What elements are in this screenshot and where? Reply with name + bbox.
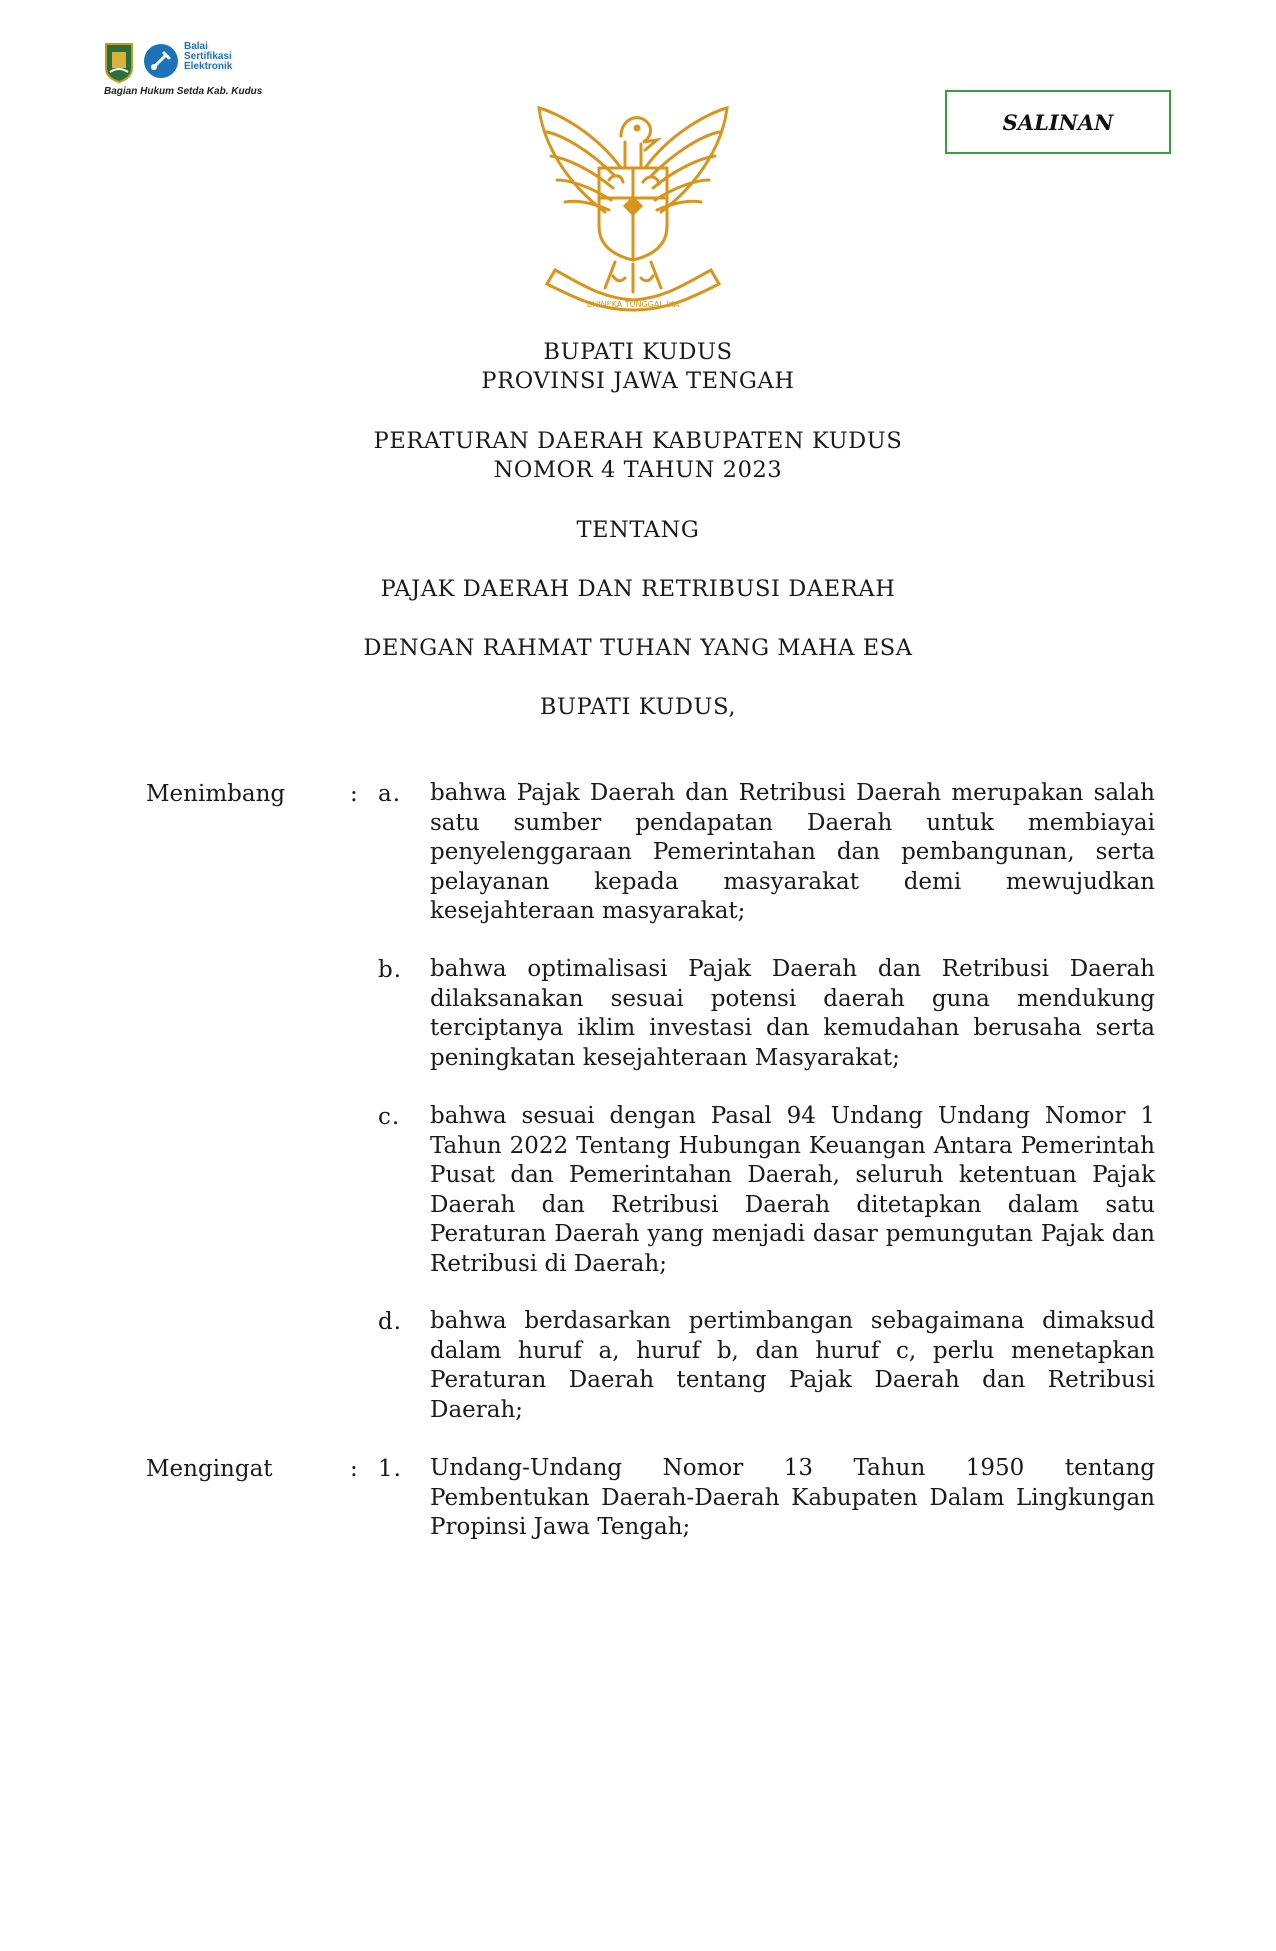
mengingat-marker-1: 1. bbox=[378, 1456, 402, 1482]
menimbang-item-d: bahwa berdasarkan pertimbangan sebagaimana dimaksud dalam huruf a, huruf b, dan huruf c, perlu menetapkan Peraturan Daerah tentang Pajak Daerah dan Retribusi Daerah; bbox=[430, 1308, 1155, 1423]
menimbang-item-b: bahwa optimalisasi Pajak Daerah dan Retribusi Daerah dilaksanakan sesuai potensi daerah guna mendukung terciptanya iklim investasi dan kemudahan berusaha serta peningkatan kesejahteraan Masyarakat; bbox=[430, 956, 1155, 1071]
bse-logo-text: Balai Sertifikasi Elektronik bbox=[184, 41, 233, 72]
emblem-motto: BHINEKA TUNGGAL IKA bbox=[586, 300, 680, 309]
bse-logo-icon bbox=[142, 42, 180, 80]
mengingat-label: Mengingat bbox=[146, 1456, 273, 1482]
tentang-heading: TENTANG bbox=[576, 517, 700, 543]
menimbang-marker-d: d. bbox=[378, 1309, 403, 1335]
kudus-regency-emblem-icon bbox=[104, 42, 134, 84]
menimbang-marker-a: a. bbox=[378, 781, 402, 807]
menimbang-colon: : bbox=[350, 781, 358, 807]
regulation-subject: PAJAK DAERAH DAN RETRIBUSI DAERAH bbox=[380, 576, 896, 602]
menimbang-item-c: bahwa sesuai dengan Pasal 94 Undang Undang Nomor 1 Tahun 2022 Tentang Hubungan Keuangan Antara Pemerintah Pusat dan Pemerintahan Daerah, seluruh ketentuan Pajak Daerah dan Retribusi Daerah ditetapkan dalam satu Peraturan Daerah yang menjadi dasar pemungutan Pajak dan Retribusi di Daerah; bbox=[430, 1103, 1155, 1277]
regulation-number: NOMOR 4 TAHUN 2023 bbox=[493, 457, 783, 483]
logo-caption: Bagian Hukum Setda Kab. Kudus bbox=[104, 86, 263, 97]
garuda-pancasila-emblem-icon bbox=[525, 102, 741, 314]
salinan-stamp: SALINAN bbox=[945, 90, 1171, 154]
issuer-signature-heading: BUPATI KUDUS, bbox=[539, 694, 737, 720]
regulation-type: PERATURAN DAERAH KABUPATEN KUDUS bbox=[373, 428, 903, 454]
menimbang-item-a: bahwa Pajak Daerah dan Retribusi Daerah merupakan salah satu sumber pendapatan Daerah untuk membiayai penyelenggaraan Pemerintahan dan pembangunan, serta pelayanan kepada masyarakat demi mewujudkan kesejahteraan masyarakat; bbox=[430, 780, 1155, 924]
mengingat-item-1: Undang-Undang Nomor 13 Tahun 1950 tentang Pembentukan Daerah-Daerah Kabupaten Dalam Lingkungan Propinsi Jawa Tengah; bbox=[430, 1455, 1155, 1540]
menimbang-label: Menimbang bbox=[146, 781, 286, 807]
province-name: PROVINSI JAWA TENGAH bbox=[481, 368, 795, 394]
menimbang-marker-b: b. bbox=[378, 957, 403, 983]
preamble-invocation: DENGAN RAHMAT TUHAN YANG MAHA ESA bbox=[363, 635, 913, 661]
mengingat-colon: : bbox=[350, 1456, 358, 1482]
issuer-name: BUPATI KUDUS bbox=[543, 339, 733, 365]
header-logos bbox=[104, 38, 263, 104]
menimbang-marker-c: c. bbox=[378, 1104, 401, 1130]
